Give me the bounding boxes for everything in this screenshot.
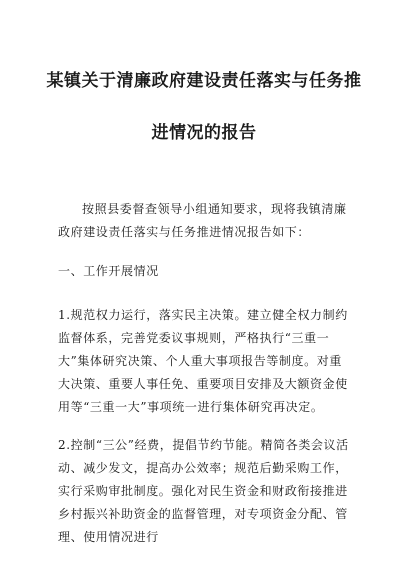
list-item-1: 1.规范权力运行，落实民主决策。建立健全权力制约监督体系，完善党委议事规则，严格执行“三重一大”集体研究决策、个人重大事项报告等制度。对重大决策、重要人事任免、重要项目安排及大额资金使用等“三重一大”事项统一进行集体研究再决定。 [58,308,348,414]
document-title-line-1: 某镇关于清廉政府建设责任落实与任务推 [46,71,362,91]
intro-paragraph: 按照县委督查领导小组通知要求，现将我镇清廉政府建设责任落实与任务推进情况报告如下： [58,202,347,239]
section-heading: 一、工作开展情况 [58,264,159,278]
list-item-2: 2.控制“三公”经费，提倡节约节能。精简各类会议活动、减少发文，提高办公效率；规范后勤采购工作，实行采购审批制度。强化对民生资金和财政衔接推进乡村振兴补助资金的监督管理，对专项资金分配、管理、使用情况进行 [58,438,349,544]
document-title-line-2: 进情况的报告 [151,123,257,143]
